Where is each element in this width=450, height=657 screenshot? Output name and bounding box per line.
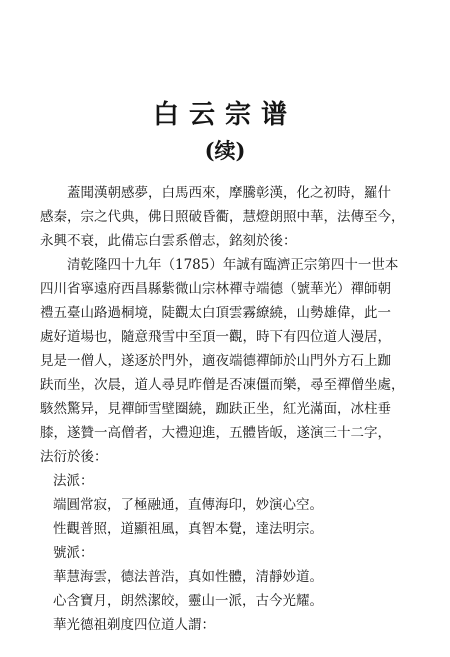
body-text: [40, 181, 430, 637]
text-line: 趺而坐，次晨，道人尋見昨僧是否凍僵而樂，尋至禪僧坐處，: [40, 377, 405, 393]
text-line: 端圓常寂，了極融通，直傳海印，妙演心空。: [53, 497, 323, 513]
text-line: 清乾隆四十九年（1785）年誠有臨濟正宗第四十一世本: [67, 257, 399, 273]
text-line: 號派：: [53, 545, 94, 561]
text-line: 駭然驚异，見禪師雪壁圈繞，跏趺正坐，紅光滿面，冰柱垂: [40, 401, 391, 417]
text-line: 膝，遂贊一高僧者，大禮迎進，五體皆皈，遂演三十二字，: [40, 425, 391, 441]
text-line: 四川省寧遠府西昌縣紫微山宗林禪寺端德（號華光）禪師朝: [40, 281, 391, 297]
text-line: 見是一僧人，遂逐於門外，適夜端德禪師於山門外方石上跏: [40, 353, 391, 369]
text-line: 處好道場也，隨意飛雪中至頂一觀，時下有四位道人漫居，: [40, 329, 391, 345]
text-line: 法派：: [53, 473, 94, 489]
text-line: 心含寶月，朗然潔皎，靈山一派，古今光耀。: [53, 593, 323, 609]
page-subtitle: (续): [204, 138, 246, 163]
text-line: 華慧海雲，德法普浩，真如性體，清靜妙道。: [53, 569, 323, 585]
text-line: 感秦，宗之代典，佛日照破昏衢，慧燈朗照中華，法傳至今，: [40, 209, 405, 225]
text-line: 法衍於後：: [40, 449, 108, 465]
text-line: 性觀普照，道顯祖風，真智本覺，達法明宗。: [53, 521, 323, 537]
text-line: 華光德祖剃度四位道人謂：: [53, 617, 215, 633]
text-line: 永興不衰，此備忘白雲系僧志，銘刻於後：: [40, 233, 297, 249]
text-line: 蓋聞漢朝感夢，白馬西來，摩騰彰漢，化之初時，羅什: [67, 185, 391, 201]
text-line: 禮五臺山路過桐境，陡觀太白頂雲霧繚繞，山勢雄偉，此一: [40, 305, 391, 321]
page-title: 白云宗谱: [152, 100, 297, 130]
